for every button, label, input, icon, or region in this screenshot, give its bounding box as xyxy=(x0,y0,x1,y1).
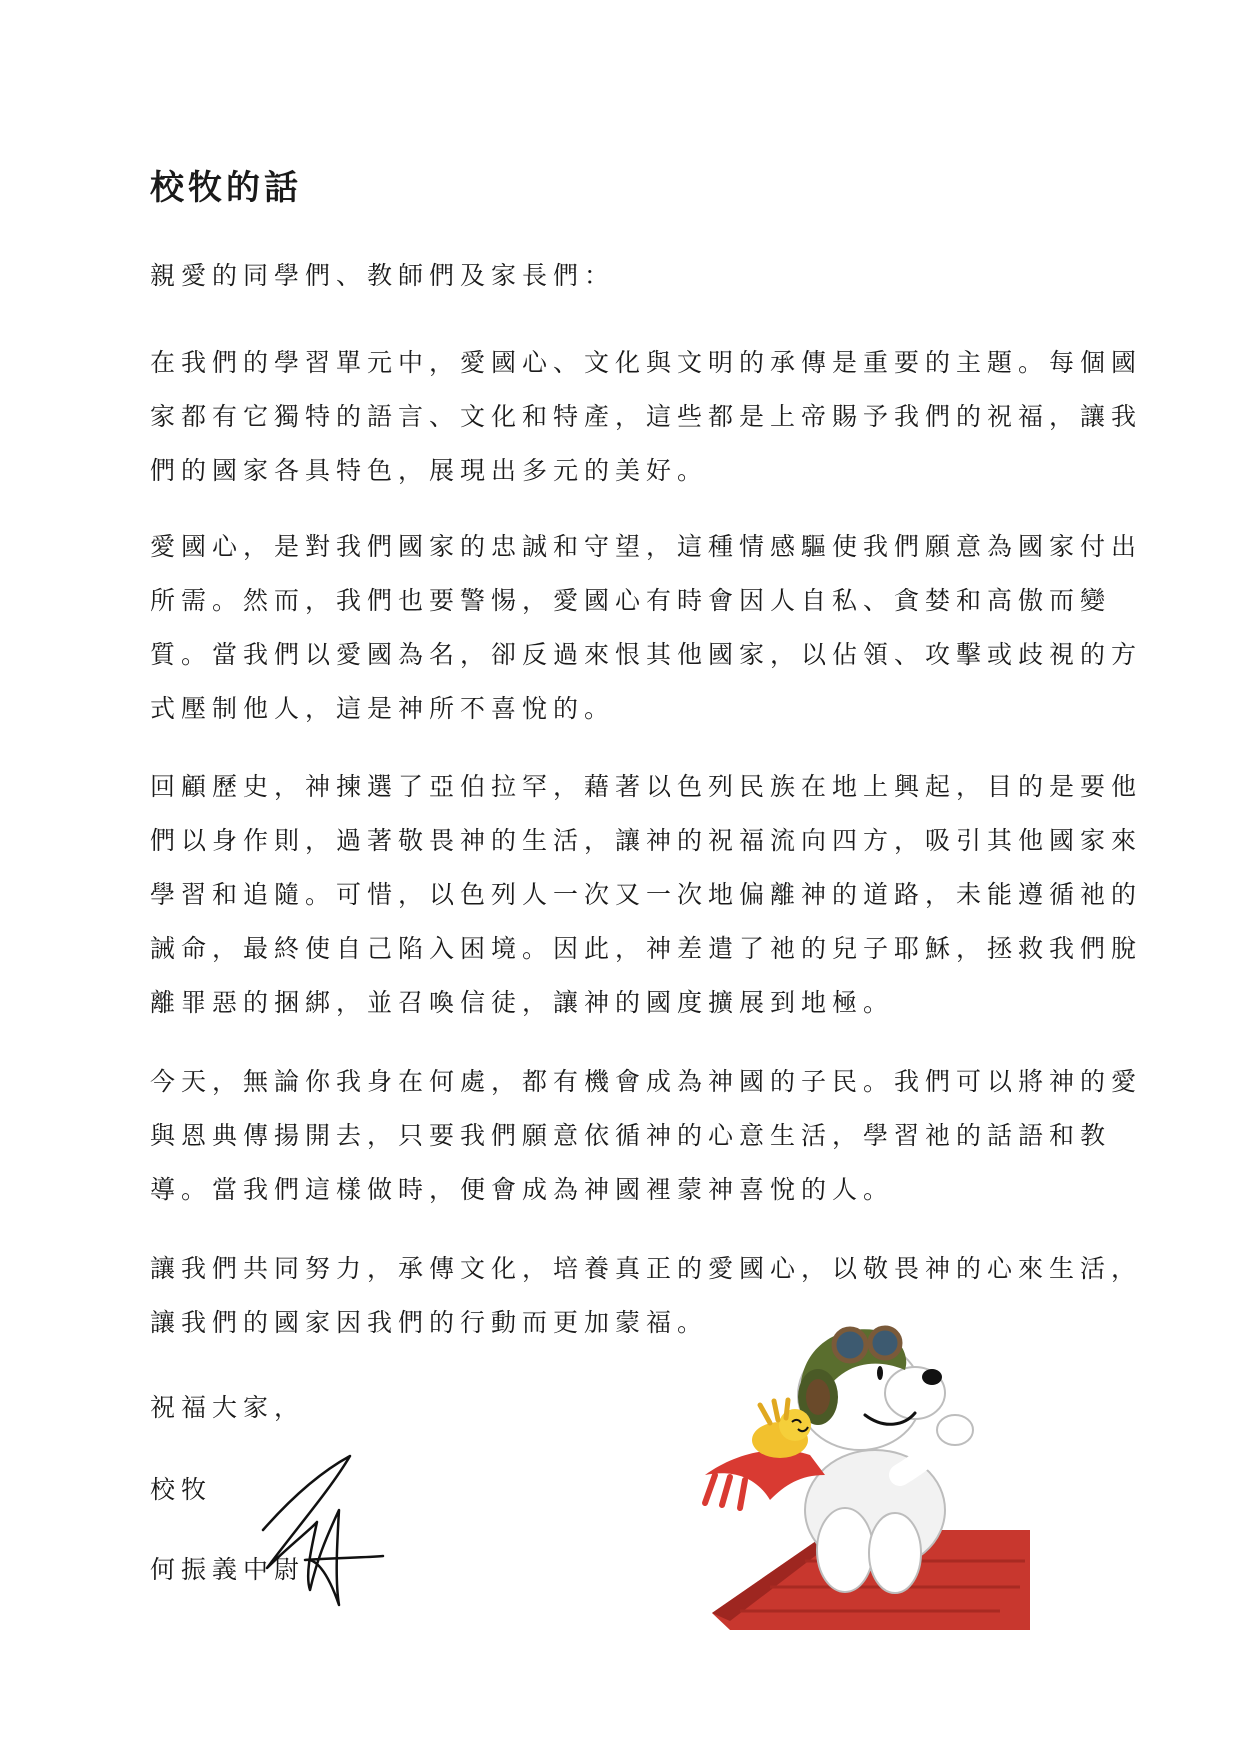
text-line: 在我們的學習單元中，愛國心、文化與文明的承傳是重要的主題。每個國 xyxy=(150,348,1143,377)
paragraph-3 xyxy=(150,760,1143,1030)
text-line: 讓我們共同努力，承傳文化，培養真正的愛國心，以敬畏神的心來生活， xyxy=(150,1254,1143,1283)
text-line: 所需。然而，我們也要警惕，愛國心有時會因人自私、貪婪和高傲而變 xyxy=(150,586,1112,615)
signer-name: 何振義中尉 xyxy=(150,1555,306,1584)
text-line: 家都有它獨特的語言、文化和特產，這些都是上帝賜予我們的祝福，讓我 xyxy=(150,402,1143,431)
paragraph-4 xyxy=(150,1055,1143,1217)
handwritten-signature xyxy=(255,1450,385,1610)
snoopy-flying-ace-illustration xyxy=(700,1325,1030,1630)
text-line: 們以身作則，過著敬畏神的生活，讓神的祝福流向四方，吸引其他國家來 xyxy=(150,826,1143,855)
text-line: 讓我們的國家因我們的行動而更加蒙福。 xyxy=(150,1308,709,1337)
text-line: 與恩典傳揚開去，只要我們願意依循神的心意生活，學習祂的話語和教 xyxy=(150,1121,1112,1150)
text-line: 質。當我們以愛國為名，卻反過來恨其他國家，以佔領、攻擊或歧視的方 xyxy=(150,640,1143,669)
page-title: 校牧的話 xyxy=(150,168,302,208)
text-line: 回顧歷史，神揀選了亞伯拉罕，藉著以色列民族在地上興起，目的是要他 xyxy=(150,772,1143,801)
greeting: 親愛的同學們、教師們及家長們： xyxy=(150,261,616,290)
closing-text: 祝福大家， xyxy=(150,1393,306,1422)
text-line: 式壓制他人，這是神所不喜悅的。 xyxy=(150,694,616,723)
text-line: 愛國心，是對我們國家的忠誠和守望，這種情感驅使我們願意為國家付出 xyxy=(150,532,1143,561)
text-line: 誡命，最終使自己陷入困境。因此，神差遣了祂的兒子耶穌，拯救我們脫 xyxy=(150,934,1143,963)
paragraph-2 xyxy=(150,520,1143,736)
text-line: 離罪惡的捆綁，並召喚信徒，讓神的國度擴展到地極。 xyxy=(150,988,895,1017)
text-line: 導。當我們這樣做時，便會成為神國裡蒙神喜悅的人。 xyxy=(150,1175,895,1204)
paragraph-1 xyxy=(150,336,1143,498)
text-line: 們的國家各具特色，展現出多元的美好。 xyxy=(150,456,709,485)
text-line: 學習和追隨。可惜，以色列人一次又一次地偏離神的道路，未能遵循祂的 xyxy=(150,880,1143,909)
signer-role: 校牧 xyxy=(150,1475,213,1504)
text-line: 今天，無論你我身在何處，都有機會成為神國的子民。我們可以將神的愛 xyxy=(150,1067,1143,1096)
